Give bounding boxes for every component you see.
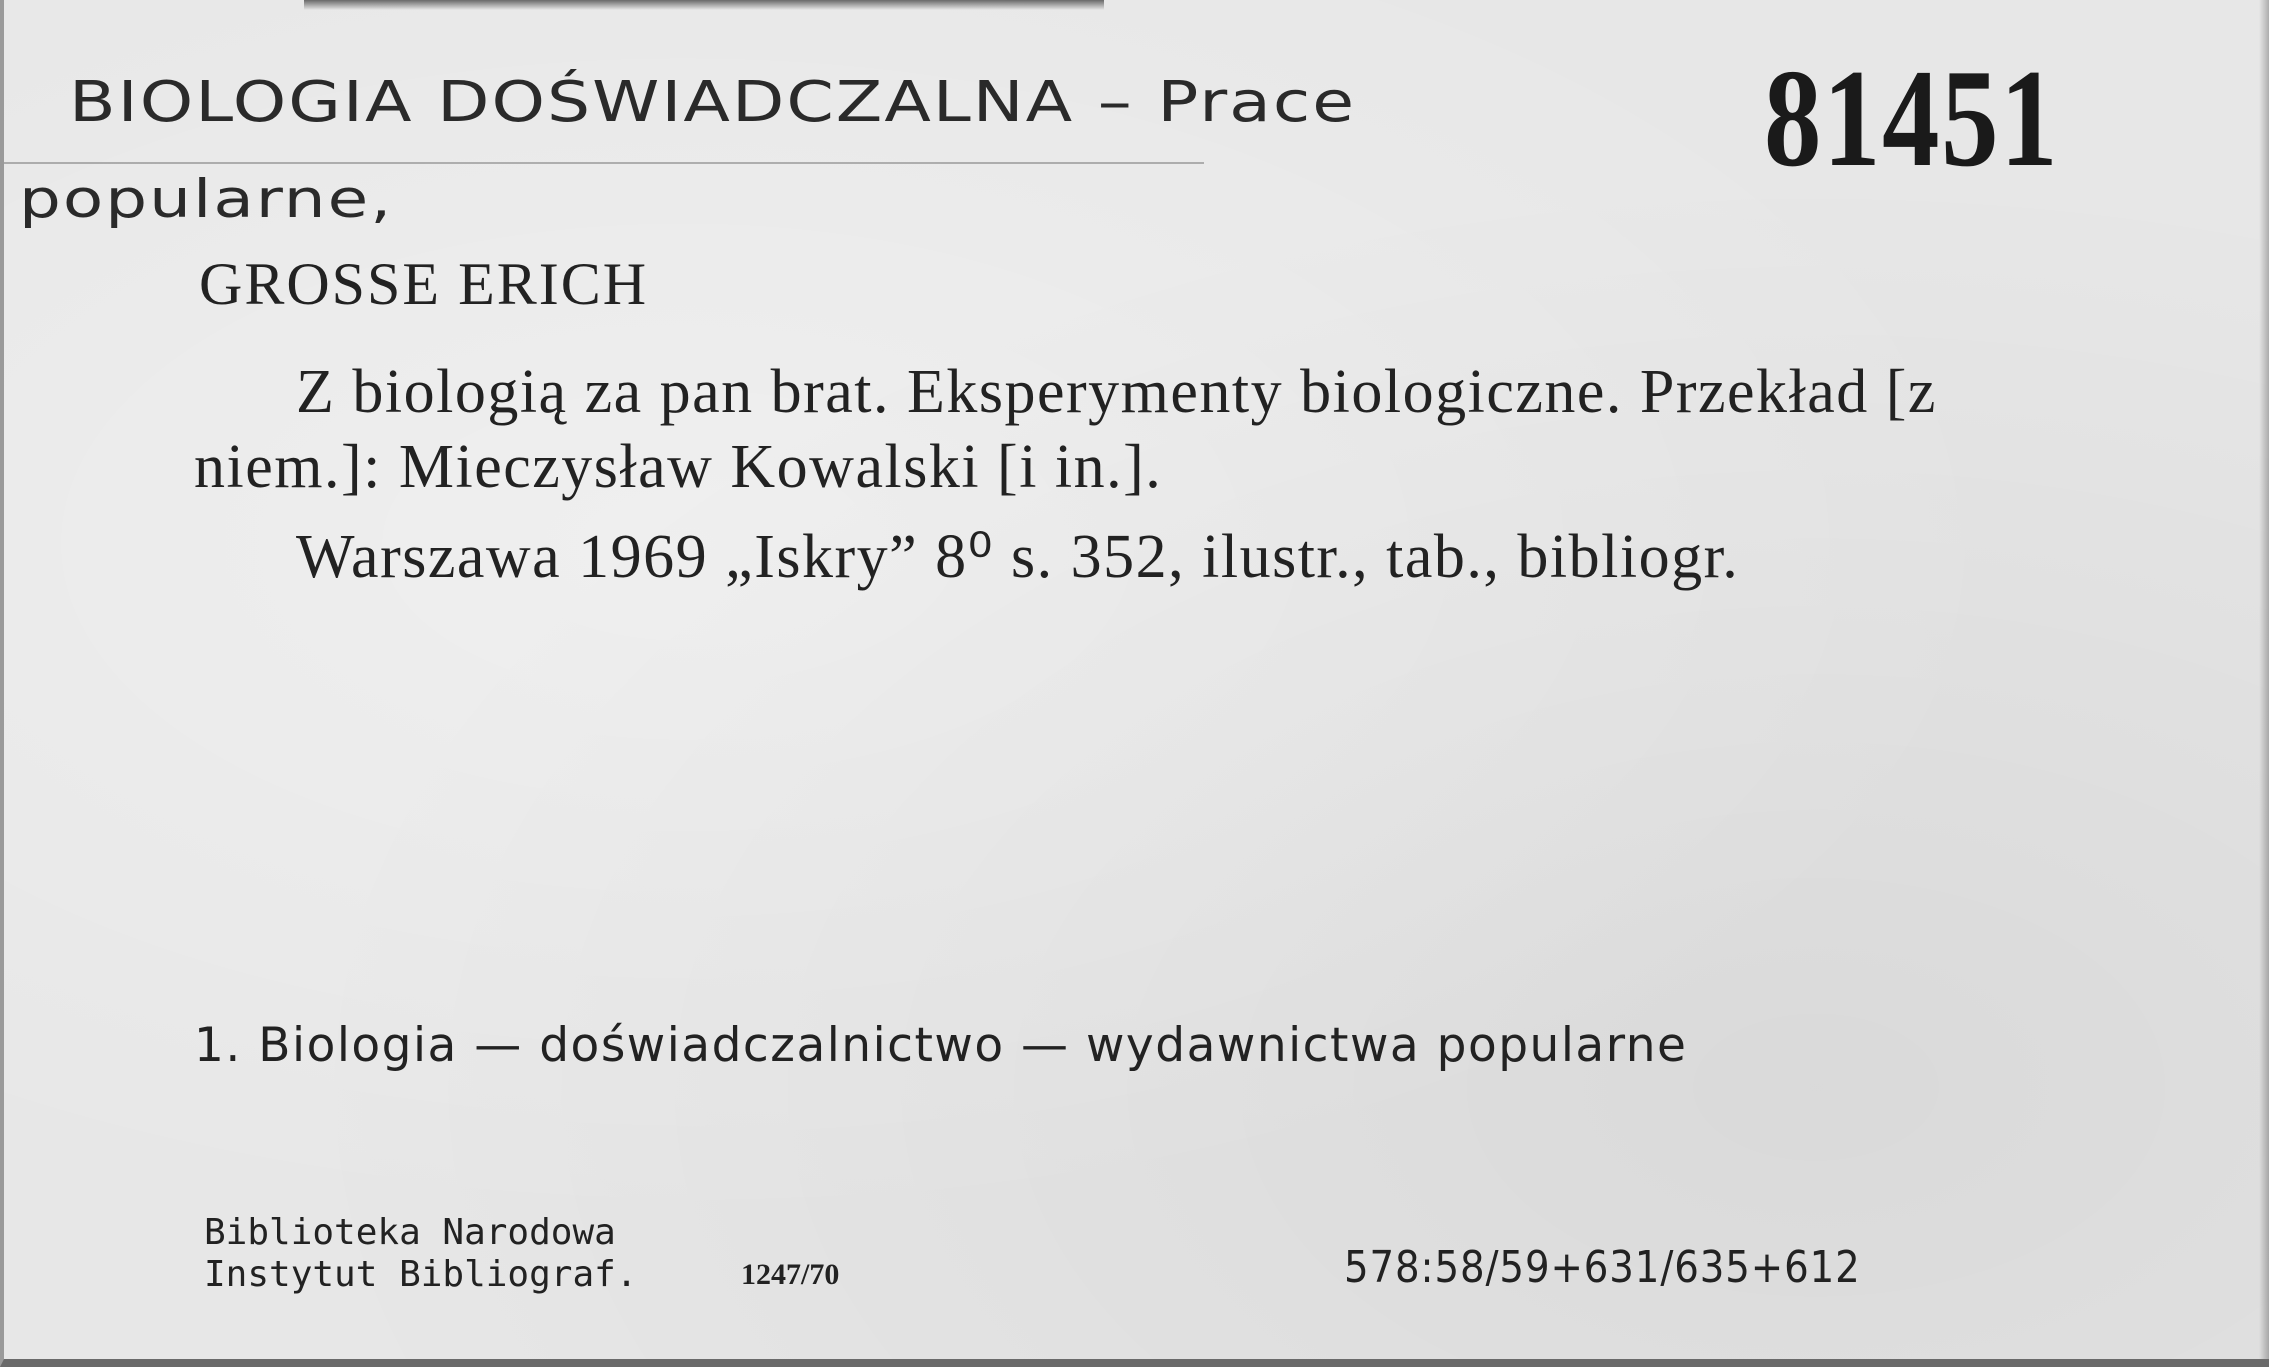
right-edge-shadow (2259, 0, 2269, 1359)
top-edge-shadow (304, 0, 1104, 10)
catalog-code: 1247/70 (741, 1258, 840, 1291)
handwritten-subject-heading: BIOLOGIA DOŚWIADCZALNA – Prace (69, 70, 1357, 135)
subject-heading-line: 1. Biologia — doświadczalnictwo — wydawnictwa popularne (194, 1018, 1688, 1073)
heading-underline (4, 162, 1204, 164)
publication-paragraph: Warszawa 1969 „Iskry” 8⁰ s. 352, ilustr., tab., bibliogr. (296, 523, 1740, 591)
institute-name: Instytut Bibliograf. (204, 1254, 638, 1295)
library-imprint (204, 1212, 637, 1296)
card-number: 81451 (1764, 41, 2060, 196)
author-name: GROSSE ERICH (199, 251, 649, 317)
handwritten-subject-continuation: popularne, (19, 168, 394, 230)
library-name: Biblioteka Narodowa (204, 1212, 616, 1253)
classification-number: 578:58/59+631/635+612 (1344, 1242, 1861, 1293)
title-paragraph: Z biologią za pan brat. Eksperymenty biologiczne. Przekład [z niem.]: Mieczysław Kowalski [i in.]. (194, 358, 1937, 501)
